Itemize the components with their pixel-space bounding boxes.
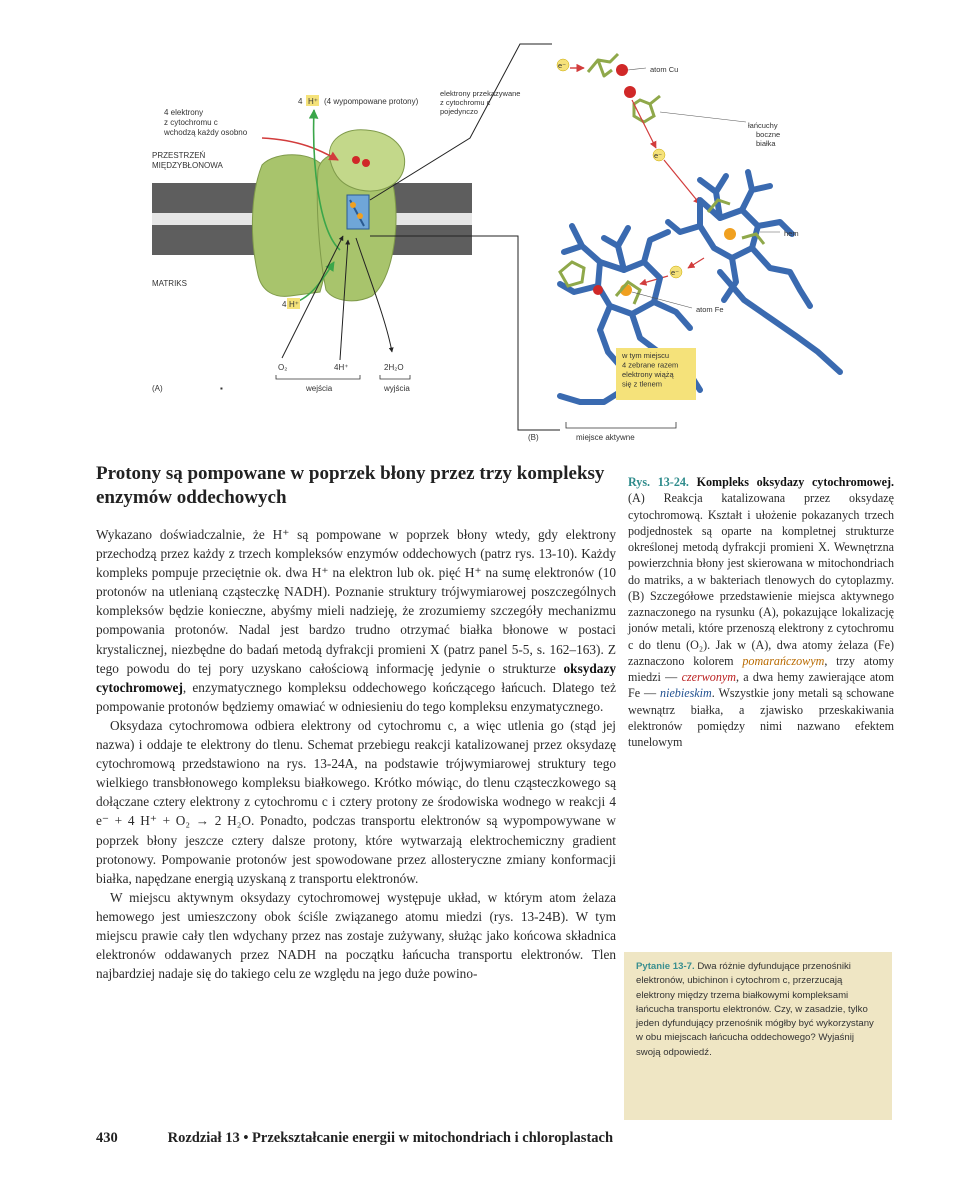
panel-a (152, 44, 560, 430)
caption-title: Kompleks oksydazy cytochromowej. (696, 475, 894, 489)
active-site-label: miejsce aktywne (576, 433, 635, 442)
matrix-label: MATRIKS (152, 279, 187, 288)
input-o2: O₂ (278, 363, 288, 372)
active-site-note: w tym miejscu 4 zebrane razem elektrony wiążą się z tlenem (622, 351, 679, 389)
chapter-title: Przekształcanie energii w mitochondriach i chloroplastach (252, 1130, 614, 1146)
h-in-count: 4 (282, 300, 287, 309)
question-text: Dwa różnie dyfundujące przenośniki elektronów, ubichinon i cytochrom c, przerzucają elektrony między trzema białkowymi kompleksami łańcucha transportu elektronów. Czy, w zasadzie, tylko jeden dyfundujący przenośnik mógłby być wykorzystany w obu miejscach łańcucha oddechowego? Wyjaśnij swoją odpowiedź. (636, 961, 874, 1058)
section-heading: Protony są pompowane w poprzek błony przez trzy kompleksy enzymów oddechowych (96, 463, 605, 508)
cu-atom-lower-heme (593, 285, 603, 295)
pumped-count: 4 (298, 97, 303, 106)
body-text (96, 525, 616, 983)
input-4h: 4H⁺ (334, 363, 349, 372)
svg-text:▪: ▪ (220, 384, 223, 393)
heme-label: hem (784, 229, 799, 238)
panel-b-label: (B) (528, 433, 539, 442)
svg-text:e⁻: e⁻ (654, 151, 663, 160)
fe-atom-upper (724, 228, 736, 240)
footer-bullet: • (243, 1130, 249, 1146)
paragraph-1: Wykazano doświadczalnie, że H⁺ są pompowane w poprzek błony wtedy, gdy elektrony przechodzą przez każdy z trzech kompleksów enzymów oddechowych (patrz rys. 13-10). Każdy kompleks pompuje przeciętnie ok. dwa H⁺ na elektron lub ok. pięć H⁺ na sumę elektronów (10 protonów na utlenianą cząsteczkę NADH). Poznanie struktury trójwymiarowej poszczególnych kompleksów będzie konieczne, abyśmy mieli nadzieję, że zrozumiemy szczegóły mechanizmu pompowania protonów. Nadal jest bardzo trudno otrzymać białka błonowe w postaci krystalicznej, niezbędne do badań metodą dyfrakcji promieni X (patrz panel 5-5, s. 162–163). Z tego powodu do tej pory uzyskano całościową informację jedynie o strukturze oksydazy cytochromowej, enzymatycznego kompleksu oddechowego kończącego łańcuch. Dlatego też pompowanie protonów będziemy omawiać w odniesieniu do tego kompleksu enzymatycznego. (96, 527, 616, 714)
svg-text:e⁻: e⁻ (671, 268, 680, 277)
output-water: 2H₂O (384, 363, 404, 372)
svg-text:e⁻: e⁻ (558, 61, 567, 70)
intermembrane-space-label: PRZESTRZEŃ MIĘDZYBŁONOWA (152, 151, 223, 170)
cu-atom-label: atom Cu (650, 65, 679, 74)
four-electrons-label: 4 elektrony z cytochromu c wchodzą każdy osobno (164, 108, 248, 137)
panel-b (528, 54, 840, 442)
zoom-connector-bottom (370, 236, 560, 430)
panel-a-label: (A) (152, 384, 163, 393)
figure-caption: Rys. 13-24. Kompleks oksydazy cytochromowej. (A) Reakcja katalizowana przez oksydazę cytochromową. Kształt i ułożenie pokazanych trzech podjednostek są oparte na kompletnej strukturze określonej metodą dyfrakcji promieni X. Wewnętrzna powierzchnia błony jest skierowana w mitochondriach do matriks, a w bakteriach tlenowych do cytoplazmy. (B) Szczegółowe przedstawienie miejsca aktywnego zaznaczonego na rysunku (A), pokazujące lokalizację jonów metali, które przenoszą elektrony z cytochromu c do tlenu (O₂). Jak w (A), dwa atomy żelaza (Fe) zaznaczono kolorem pomarańczowym, trzy atomy miedzi — czerwonym, a dwa hemy zawierające atom Fe — niebieskim. Wszystkie jony metali są schowane wewnątrz białka, a zjawisko przeskakiwania elektronów pomiędzy nimi nazwano efektem tunelowym (628, 475, 895, 749)
pumped-proton-symbol: H⁺ (308, 97, 318, 106)
cu-site-a (352, 156, 360, 164)
caption-label: Rys. 13-24. (628, 475, 689, 489)
cu-site-b (362, 159, 370, 167)
page-number: 430 (96, 1130, 118, 1146)
cu-atom-top (616, 64, 628, 76)
side-chains-label: łańcuchy boczne białka (748, 121, 781, 148)
page-footer (96, 1130, 896, 1147)
cu-atom-lower (624, 86, 636, 98)
fe-atom-label: atom Fe (696, 305, 724, 314)
outputs-label: wyjścia (384, 384, 410, 393)
figure-13-24 (0, 0, 972, 460)
electron-single-label: elektrony przekazywane z cytochromu c pojedynczo (440, 89, 521, 116)
question-label: Pytanie 13-7. (636, 961, 695, 972)
h-in-symbol: H⁺ (289, 300, 299, 309)
heme-upper (668, 172, 810, 306)
paragraph-2: Oksydaza cytochromowa odbiera elektrony od cytochromu c, a więc utlenia go (stąd jej nazwa) i oddaje te elektrony do tlenu. Schemat przebiegu reakcji katalizowanej przez oksydazę cytochromową przedstawiono na rys. 13-24A, na podstawie trójwymiarowej struktury tego wielkiego transbłonowego kompleksu białkowego. Krótko mówiąc, do tlenu cząsteczkowego są dołączane cztery elektrony z cytochromu c i cztery protony ze środowiska wodnego w reakcji 4 e⁻ + 4 H⁺ + O₂ → 2 H₂O. Ponadto, podczas transportu elektronów są wypompowywane w poprzek błony jeszcze cztery dalsze protony, które wytwarzają elektrochemiczny gradient protonowy. Pompowanie protonów jest spowodowane przez allosteryczne zmiany konformacji białka, napędzane energią uzyskaną z transportu elektronów. (96, 717, 616, 886)
paragraph-3: W miejscu aktywnym oksydazy cytochromowej występuje układ, w którym atom żelaza hemowego jest umieszczony obok ściśle związanego atomu miedzi (rys. 13-24B). W tym miejscu prawie cały tlen wdychany przez nas zostaje zużywany, służąc jako końcowa składnica elektronów oddawanych przez NADH na początku łańcucha transportu elektronów. Tlen najbardziej nadaje się do takiego celu ze względu na jego duże powino- (96, 889, 616, 982)
pumped-protons-note: (4 wypompowane protony) (324, 97, 419, 106)
inputs-label: wejścia (306, 384, 333, 393)
question-box (624, 952, 892, 1120)
chapter-label: Rozdział 13 (167, 1130, 240, 1146)
